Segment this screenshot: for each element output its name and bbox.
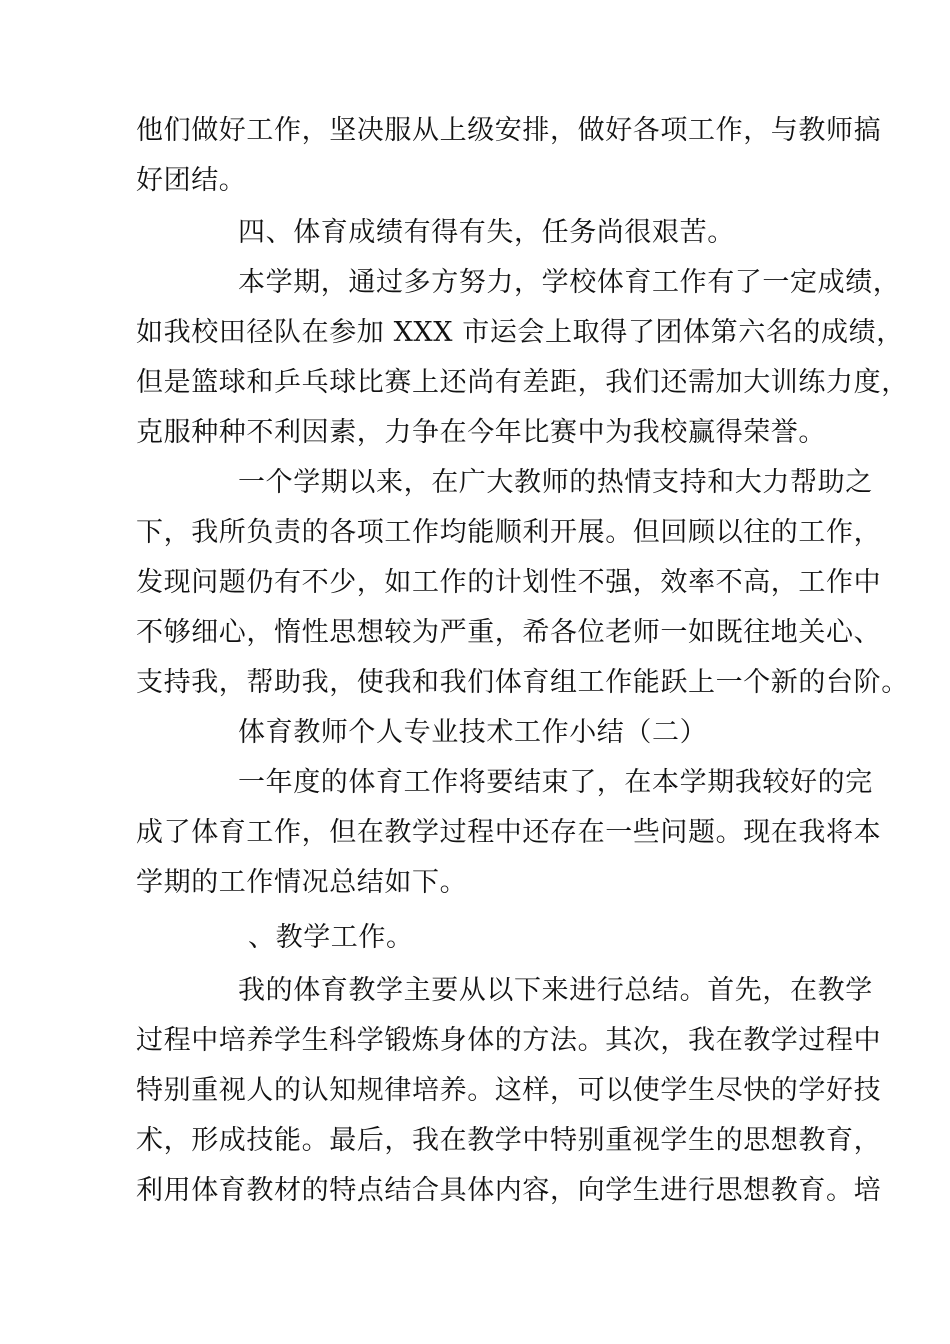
text-line: 一年度的体育工作将要结束了，在本学期我较好的完 [238, 767, 873, 798]
text-line: 他们做好工作，坚决服从上级安排，做好各项工作，与教师搞 [136, 115, 882, 146]
text-line: 利用体育教材的特点结合具体内容，向学生进行思想教育。培 [136, 1175, 882, 1206]
text-line: 学期的工作情况总结如下。 [136, 867, 468, 898]
text-line: 好团结。 [136, 165, 247, 196]
text-line: 成了体育工作，但在教学过程中还存在一些问题。现在我将本 [136, 817, 882, 848]
text-line: 本学期，通过多方努力，学校体育工作有了一定成绩， [238, 267, 901, 298]
text-line: 一个学期以来，在广大教师的热情支持和大力帮助之 [238, 467, 873, 498]
section-heading: 、教学工作。 [248, 922, 414, 953]
text-line: 不够细心，惰性思想较为严重，希各位老师一如既往地关心、 [136, 617, 882, 648]
text-line: 术，形成技能。最后，我在教学中特别重视学生的思想教育， [136, 1125, 882, 1156]
text-line: 发现问题仍有不少，如工作的计划性不强，效率不高，工作中 [136, 567, 882, 598]
section-heading: 四、体育成绩有得有失，任务尚很艰苦。 [238, 217, 735, 248]
text-line: 下，我所负责的各项工作均能顺利开展。但回顾以往的工作， [136, 517, 882, 548]
text-line: 但是篮球和乒乓球比赛上还尚有差距，我们还需加大训练力度， [136, 367, 909, 398]
subtitle-heading: 体育教师个人专业技术工作小结（二） [238, 717, 708, 748]
text-line: 如我校田径队在参加 XXX 市运会上取得了团体第六名的成绩， [136, 317, 904, 348]
text-line: 过程中培养学生科学锻炼身体的方法。其次，我在教学过程中 [136, 1025, 882, 1056]
text-line: 我的体育教学主要从以下来进行总结。首先，在教学 [238, 975, 873, 1006]
text-line: 特别重视人的认知规律培养。这样，可以使学生尽快的学好技 [136, 1075, 882, 1106]
text-line: 支持我，帮助我，使我和我们体育组工作能跃上一个新的台阶。 [136, 667, 909, 698]
text-line: 克服种种不利因素，力争在今年比赛中为我校赢得荣誉。 [136, 417, 826, 448]
